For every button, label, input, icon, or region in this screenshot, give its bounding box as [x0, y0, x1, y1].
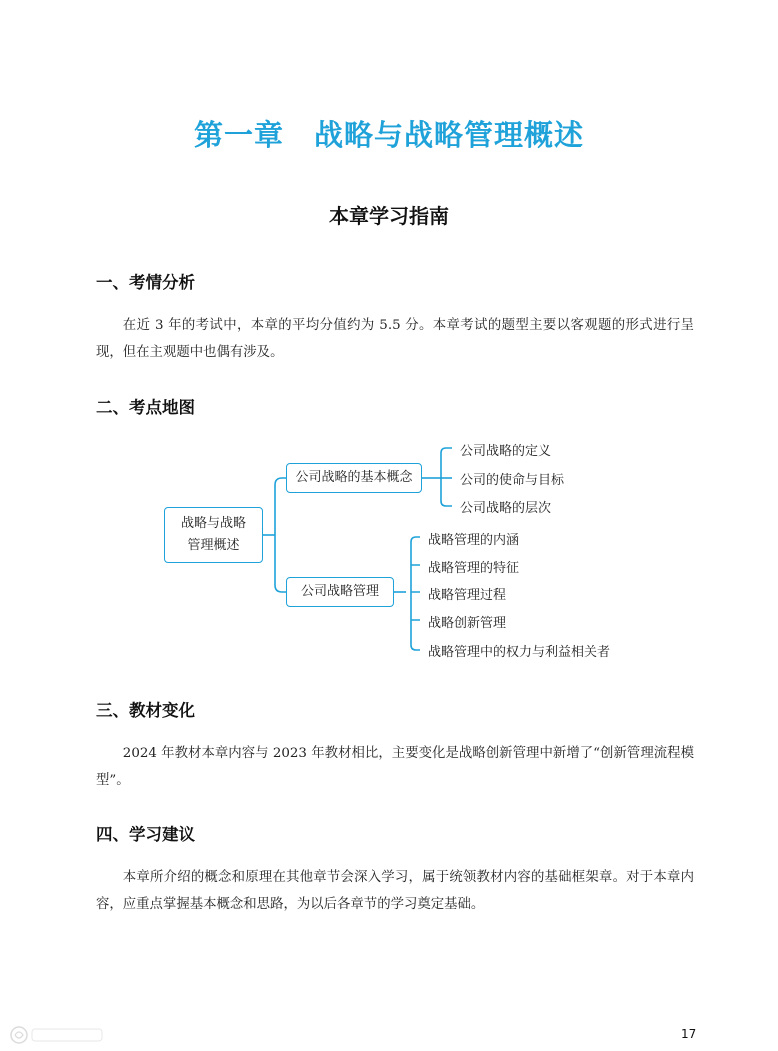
section-heading-topic-map: 二、考点地图 — [96, 398, 195, 417]
mind-map-leaf: 公司战略的定义 — [460, 444, 552, 459]
mind-map-leaf: 战略管理中的权力与利益相关者 — [428, 645, 611, 660]
chapter-number: 第一章 — [193, 118, 284, 152]
mind-map-leaf: 战略管理的内涵 — [428, 533, 520, 548]
root-bracket — [275, 478, 286, 592]
mind-map-leaf: 公司的使命与目标 — [460, 473, 565, 488]
watermark-logo-icon — [8, 1022, 108, 1048]
paragraph-study-advice: 本章所介绍的概念和原理在其他章节会深入学习，属于统领教材内容的基础框架章。对于本章内容，应重点掌握基本概念和思路，为以后各章节的学习奠定基础。 — [96, 870, 694, 912]
study-guide-title: 本章学习指南 — [329, 204, 449, 228]
root-label-line2: 管理概述 — [187, 538, 240, 553]
page-number: 17 — [681, 1027, 697, 1041]
section-heading-textbook-changes: 三、教材变化 — [96, 701, 195, 720]
root-label-line1: 战略与战略 — [180, 516, 246, 531]
mind-map-branch-basic-concepts: 公司战略的基本概念 — [286, 463, 422, 493]
mind-map-leaf: 战略管理的特征 — [428, 561, 520, 576]
mind-map-root-box — [164, 507, 263, 563]
mind-map-leaf: 战略管理过程 — [428, 588, 507, 603]
mind-map-branch-strategic-management: 公司战略管理 — [286, 577, 394, 607]
chapter-name: 战略与战略管理概述 — [314, 118, 585, 152]
mind-map-leaf: 战略创新管理 — [428, 616, 507, 631]
paragraph-exam-analysis: 在近 3 年的考试中，本章的平均分值约为 5.5 分。本章考试的题型主要以客观题的形式进行呈现，但在主观题中也偶有涉及。 — [96, 318, 694, 360]
branch2-ticks — [411, 565, 420, 620]
section-heading-exam-analysis: 一、考情分析 — [96, 273, 195, 292]
paragraph-textbook-changes: 2024 年教材本章内容与 2023 年教材相比，主要变化是战略创新管理中新增了“创新管理流程模型”。 — [96, 746, 694, 788]
branch1-bracket — [441, 448, 452, 506]
section-heading-study-advice: 四、学习建议 — [96, 825, 195, 844]
mind-map-leaf: 公司战略的层次 — [460, 501, 552, 516]
branch2-bracket — [411, 537, 420, 650]
